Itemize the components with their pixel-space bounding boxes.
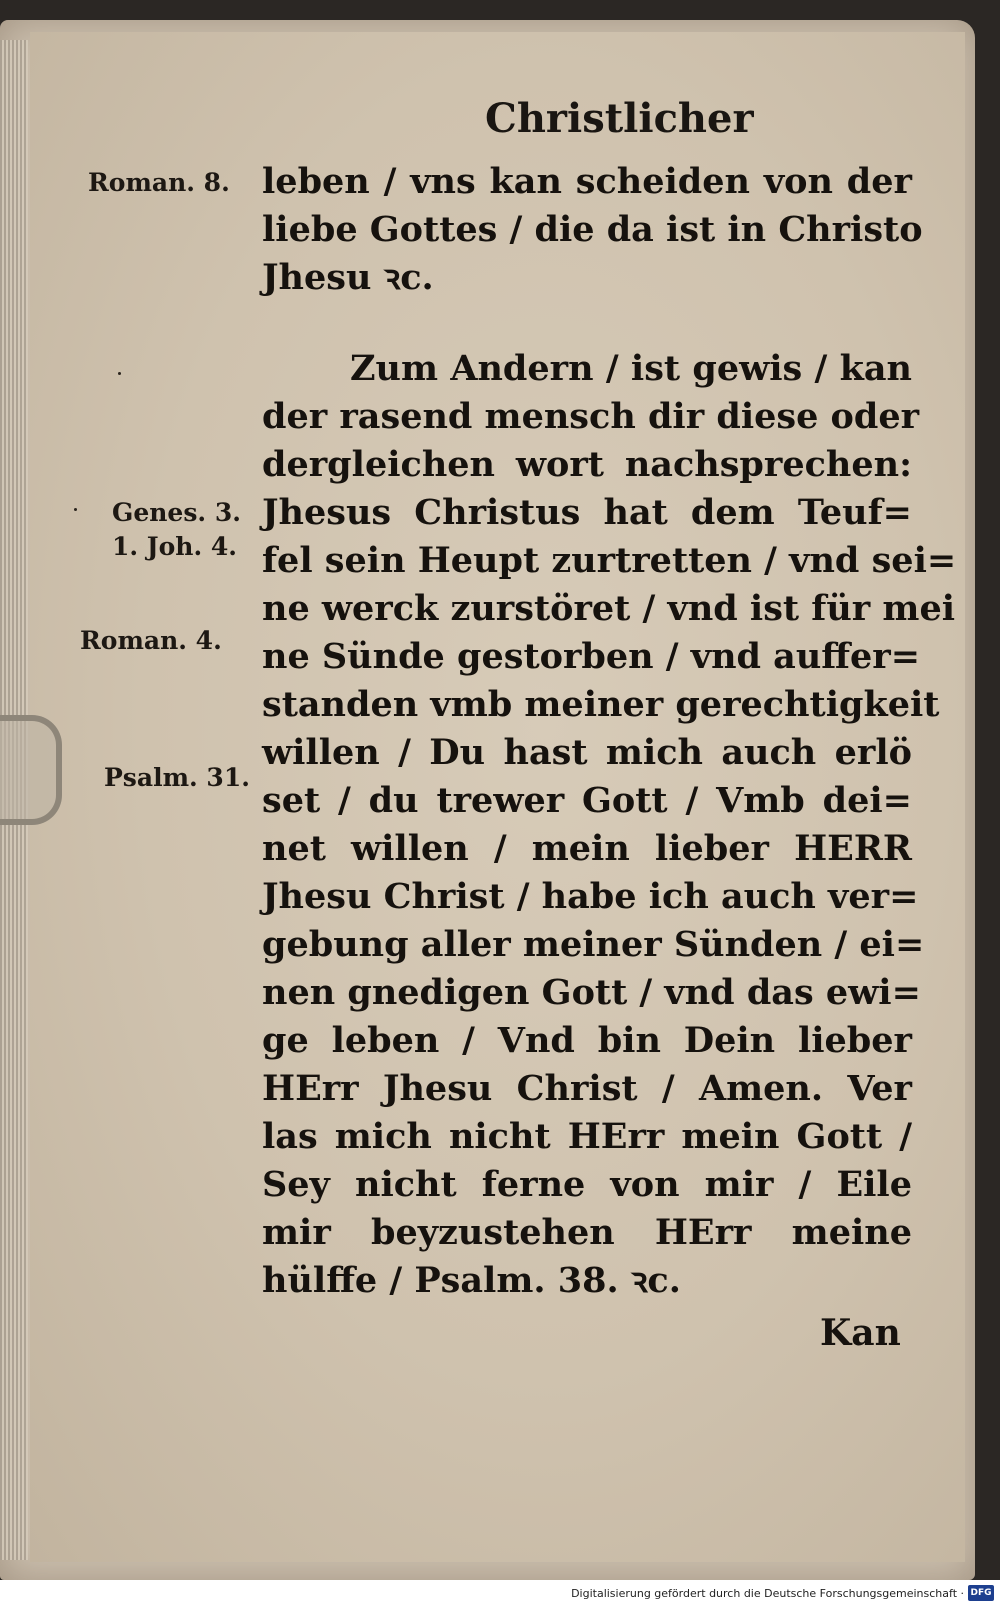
ink-speck — [74, 508, 77, 511]
text-line: ne werck zurstöret / vnd ist für mei — [262, 588, 956, 629]
book-clasp-icon — [0, 715, 62, 825]
margin-note-roman8: Roman. 8. — [88, 168, 230, 197]
text-line: liebe Gottes / die da ist in Christo — [262, 209, 923, 250]
text-line: Sey nicht ferne von mir / Eile — [262, 1164, 912, 1205]
text-line: ge leben / Vnd bin Dein lieber — [262, 1020, 912, 1061]
text-line: standen vmb meiner gerechtigkeit — [262, 684, 940, 725]
text-line: hülffe / Psalm. 38. ꝛc. — [262, 1260, 681, 1301]
running-head: Christlicher — [485, 95, 754, 142]
text-line: dergleichen wort nachsprechen: — [262, 444, 912, 485]
text-line: Jhesus Christus hat dem Teuf= — [262, 492, 912, 533]
text-line: ne Sünde gestorben / vnd auffer= — [262, 636, 921, 677]
catchword: Kan — [820, 1312, 901, 1354]
ink-speck — [118, 372, 121, 375]
paragraph-2 — [262, 345, 957, 1305]
text-line: der rasend mensch dir diese oder — [262, 396, 920, 437]
text-line: net willen / mein lieber HERR — [262, 828, 912, 869]
text-line: mir beyzustehen HErr meine — [262, 1212, 912, 1253]
text-line: Jhesu ꝛc. — [262, 257, 434, 298]
text-line: Zum Andern / ist gewis / kan — [350, 348, 912, 389]
text-line: nen gnedigen Gott / vnd das ewi= — [262, 972, 921, 1013]
text-line: leben / vns kan scheiden von der — [262, 161, 912, 202]
margin-note-genes3: Genes. 3. — [112, 498, 241, 527]
digitization-credit: Digitalisierung gefördert durch die Deutsche Forschungsgemeinschaft · — [571, 1587, 964, 1600]
text-line: gebung aller meiner Sünden / ei= — [262, 924, 925, 965]
dfg-logo-icon: DFG — [968, 1585, 994, 1601]
text-line: set / du trewer Gott / Vmb dei= — [262, 780, 912, 821]
paragraph-1 — [262, 158, 923, 302]
text-line: willen / Du hast mich auch erlö — [262, 732, 912, 773]
text-line: Jhesu Christ / habe ich auch ver= — [262, 876, 919, 917]
text-line: las mich nicht HErr mein Gott / — [262, 1116, 912, 1157]
margin-note-roman4: Roman. 4. — [80, 626, 222, 655]
text-line: fel sein Heupt zurtretten / vnd sei= — [262, 540, 957, 581]
margin-note-psalm31: Psalm. 31. — [104, 763, 250, 792]
margin-note-joh4: 1. Joh. 4. — [112, 532, 237, 561]
text-line: HErr Jhesu Christ / Amen. Ver — [262, 1068, 912, 1109]
